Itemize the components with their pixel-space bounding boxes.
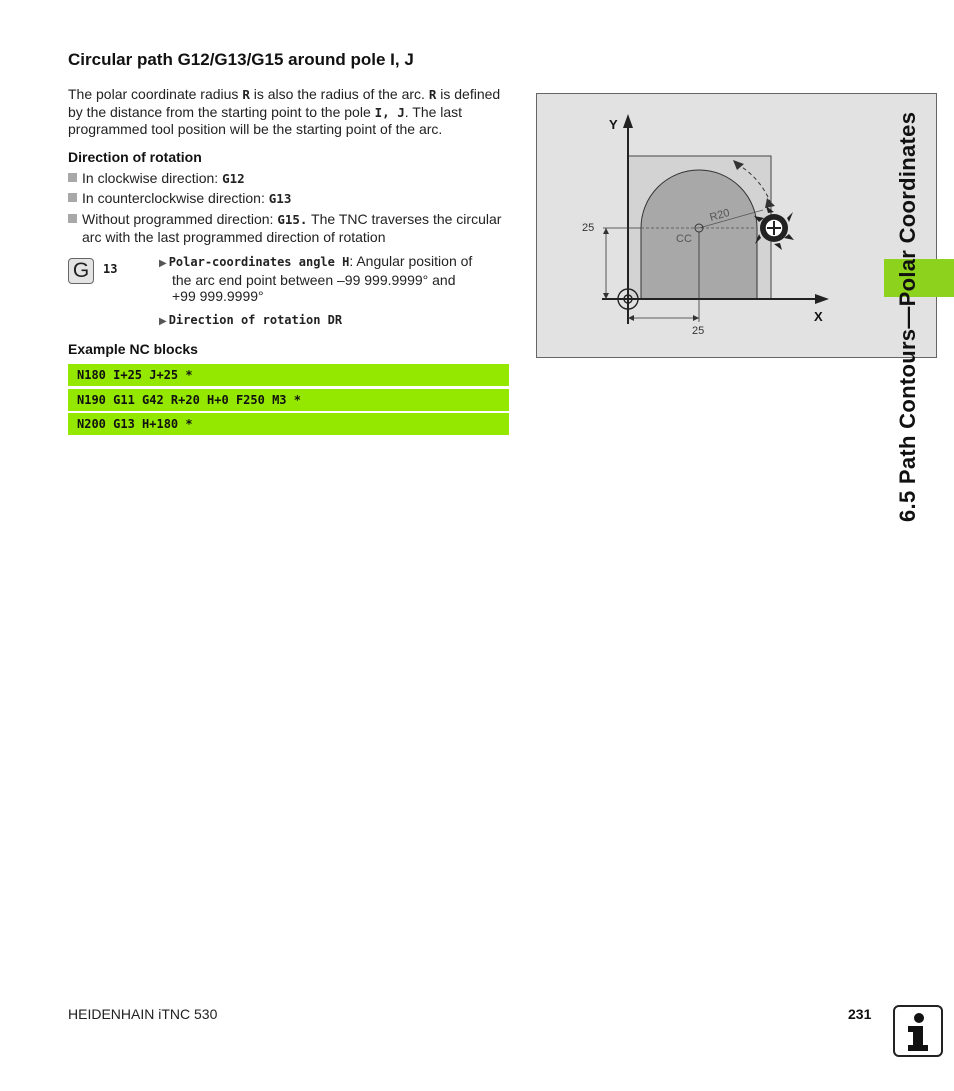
intro-paragraph: The polar coordinate radius R is also the radius of the arc. R is defined by the distance from the starting point to the pole I, J. The last programmed tool position will be the starting point of the arc. [68,86,501,137]
direction-heading: Direction of rotation [68,149,202,165]
bullet-square-icon [68,173,77,182]
triangle-right-icon: ▶ [159,258,167,269]
bullet-no-direction: Without programmed direction: G15. The TNC traverses the circular arc with the last programmed direction of rotation [68,211,513,245]
arc-figure [536,93,937,358]
bullet-counterclockwise: In counterclockwise direction: G13 [68,190,513,208]
x-dimension-label: 25 [692,325,705,337]
page-number: 231 [848,1006,872,1022]
section-title: Circular path G12/G13/G15 around pole I, J [68,50,414,69]
bullet-square-icon [68,214,77,223]
chapter-title: 6.5 Path Contours—Polar Coordinates [895,111,920,522]
footer-product: HEIDENHAIN iTNC 530 [68,1006,218,1022]
y-axis-label: Y [609,117,618,132]
g-key-icon: G [68,258,94,284]
arc-diagram [537,94,938,359]
pole-label: CC [676,233,692,245]
bullet-clockwise: In clockwise direction: G12 [68,170,513,188]
x-axis-label: X [814,309,823,324]
radius-label: R20 [708,206,732,224]
nc-block: N190 G11 G42 R+20 H+0 F250 M3 * [68,389,509,411]
info-icon [893,1005,943,1057]
g-key-number: 13 [103,262,118,276]
param-polar-angle: ▶ Polar-coordinates angle H: Angular position of the arc end point between –99 999.9999° and +99 999.9999° [159,253,473,304]
nc-block: N180 I+25 J+25 * [68,364,509,386]
nc-block: N200 G13 H+180 * [68,413,509,435]
triangle-right-icon: ▶ [159,316,167,327]
param-direction-rotation: ▶ Direction of rotation DR [159,313,343,327]
y-dimension-label: 25 [582,222,595,234]
example-heading: Example NC blocks [68,341,198,357]
bullet-square-icon [68,193,77,202]
